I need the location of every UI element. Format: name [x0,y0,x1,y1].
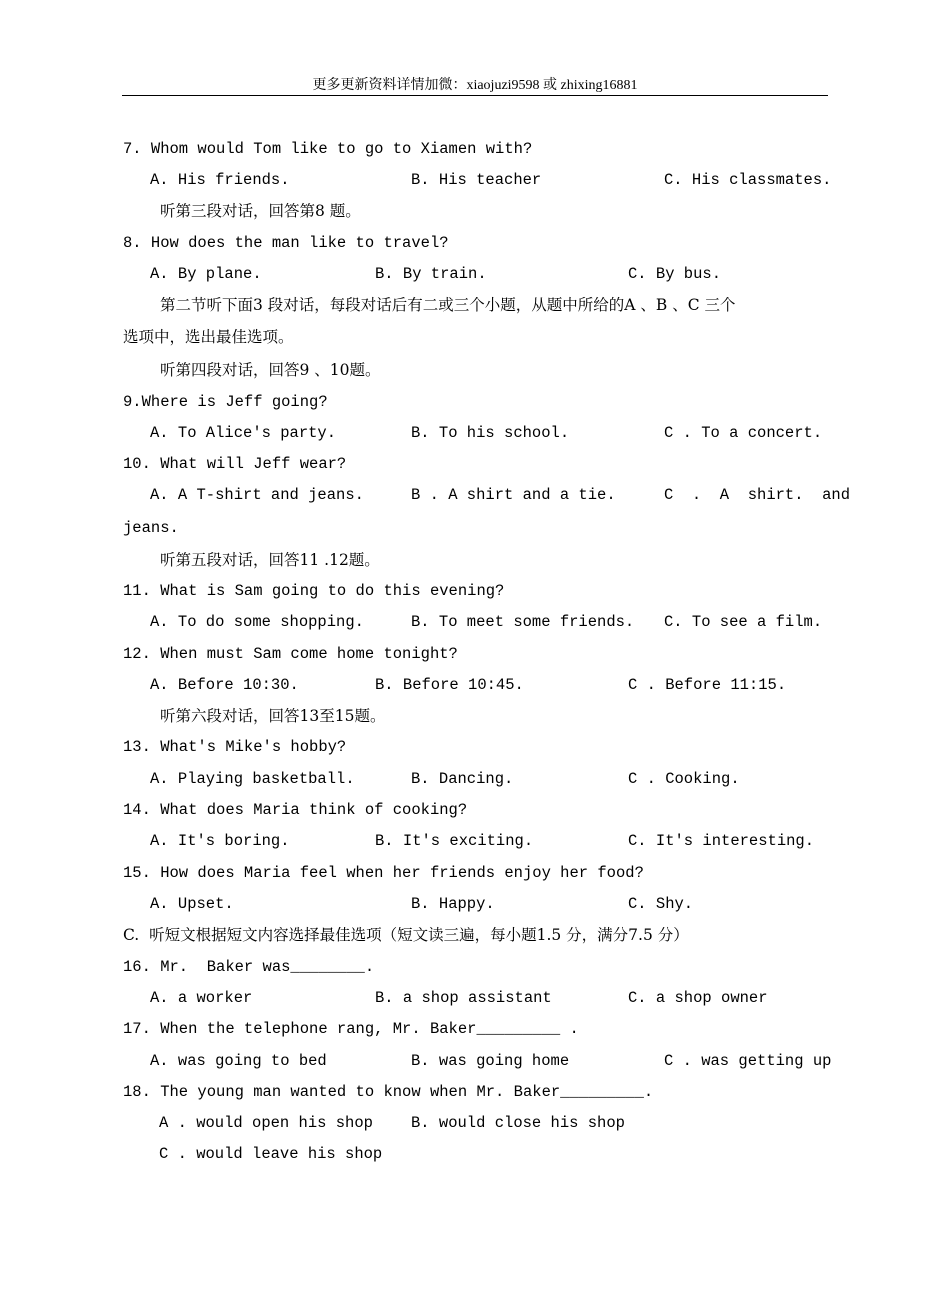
question-18: 18. The young man wanted to know when Mr. Baker_________. [123,1083,654,1101]
q9-option-c: C . To a concert. [664,424,823,442]
section-3-instruction: 听第三段对话，回答第8 题。 [160,202,361,220]
question-17: 17. When the telephone rang, Mr. Baker_________ . [123,1020,579,1038]
q10-option-b: B . A shirt and a tie. [411,486,616,504]
question-9: 9.Where is Jeff going? [123,393,328,411]
q13-option-a: A. Playing basketball. [150,770,355,788]
q16-option-b: B. a shop assistant [375,989,552,1007]
section-c-instruction: C. 听短文根据短文内容选择最佳选项（短文读三遍，每小题1.5 分，满分7.5 分） [123,926,689,944]
q12-option-b: B. Before 10:45. [375,676,524,694]
q9-option-a: A. To Alice's party. [150,424,337,442]
q9-option-b: B. To his school. [411,424,570,442]
question-10: 10. What will Jeff wear? [123,455,347,473]
q10-option-c: C . A shirt. and [664,486,851,504]
q16-option-a: A. a worker [150,989,253,1007]
q15-option-c: C. Shy. [628,895,694,913]
question-14: 14. What does Maria think of cooking? [123,801,468,819]
q15-option-b: B. Happy. [411,895,495,913]
question-16: 16. Mr. Baker was________. [123,958,375,976]
q13-option-c: C . Cooking. [628,770,740,788]
q11-option-a: A. To do some shopping. [150,613,364,631]
q10-option-a: A. A T-shirt and jeans. [150,486,364,504]
q18-option-a: A . would open his shop [159,1114,373,1132]
q11-option-b: B. To meet some friends. [411,613,635,631]
question-13: 13. What's Mike's hobby? [123,738,347,756]
q7-option-c: C. His classmates. [664,171,832,189]
section-2-instruction-cont: 选项中，选出最佳选项。 [123,328,294,346]
q8-option-b: B. By train. [375,265,487,283]
q7-option-a: A. His friends. [150,171,290,189]
q11-option-c: C. To see a film. [664,613,823,631]
header-rule [122,95,828,96]
section-2-instruction: 第二节听下面3 段对话，每段对话后有二或三个小题，从题中所给的A 、B 、C 三个 [160,296,736,314]
question-8: 8. How does the man like to travel? [123,234,449,252]
section-6-instruction: 听第六段对话，回答13至15题。 [160,707,386,725]
question-11: 11. What is Sam going to do this evening? [123,582,505,600]
q8-option-a: A. By plane. [150,265,262,283]
q13-option-b: B. Dancing. [411,770,514,788]
q7-option-b: B. His teacher [411,171,542,189]
question-12: 12. When must Sam come home tonight? [123,645,458,663]
page-header: 更多更新资料详情加微：xiaojuzi9598 或 zhixing16881 [312,78,638,93]
section-5-instruction: 听第五段对话，回答11 .12题。 [160,551,380,569]
q8-option-c: C. By bus. [628,265,722,283]
q14-option-a: A. It's boring. [150,832,290,850]
q17-option-a: A. was going to bed [150,1052,327,1070]
q12-option-a: A. Before 10:30. [150,676,299,694]
q14-option-b: B. It's exciting. [375,832,534,850]
q10-option-c-cont: jeans. [123,519,179,537]
section-4-instruction: 听第四段对话，回答9 、10题。 [160,361,381,379]
q14-option-c: C. It's interesting. [628,832,815,850]
q16-option-c: C. a shop owner [628,989,768,1007]
q18-option-c: C . would leave his shop [159,1145,383,1163]
q12-option-c: C . Before 11:15. [628,676,787,694]
question-7: 7. Whom would Tom like to go to Xiamen with? [123,140,533,158]
q15-option-a: A. Upset. [150,895,234,913]
q18-option-b: B. would close his shop [411,1114,625,1132]
question-15: 15. How does Maria feel when her friends enjoy her food? [123,864,644,882]
q17-option-c: C . was getting up [664,1052,832,1070]
q17-option-b: B. was going home [411,1052,570,1070]
